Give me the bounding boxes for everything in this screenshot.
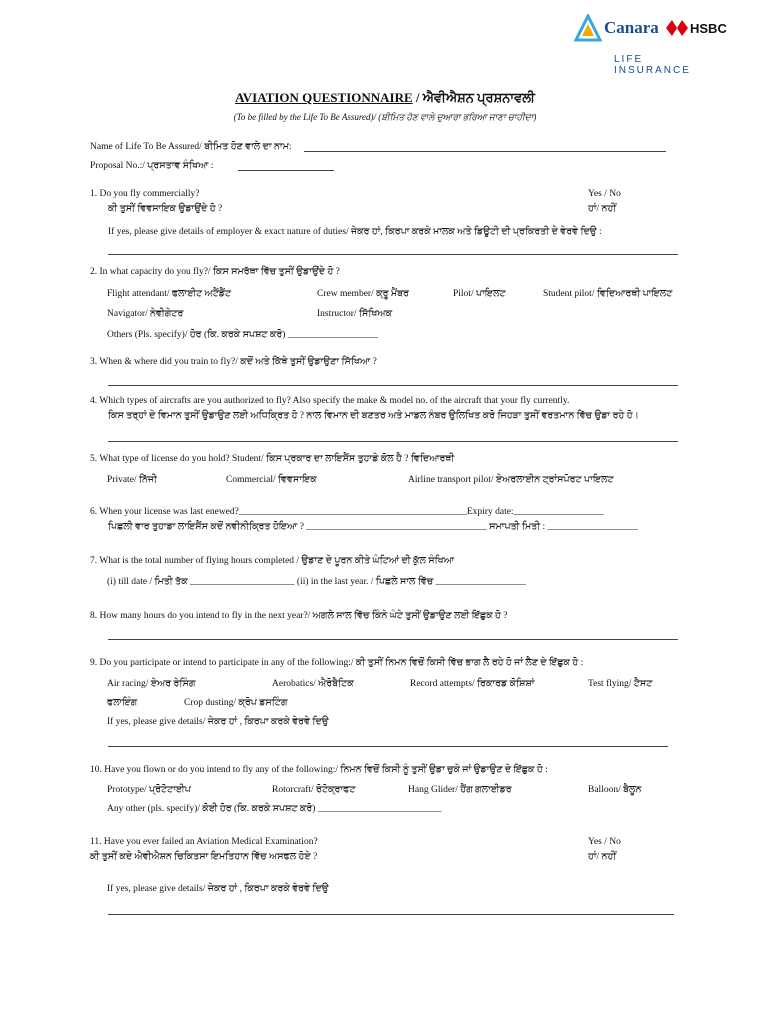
q1-yes-no-pa[interactable]: ਹਾਂ/ ਨਹੀਂ <box>588 204 617 214</box>
q4-answer-field[interactable] <box>108 441 678 442</box>
q2-option-student-pilot[interactable]: Student pilot/ ਵਿਦਿਆਰਥੀ ਪਾਇਲਟ <box>543 289 673 299</box>
q11-text-pa: ਕੀ ਤੁਸੀਂ ਕਦੇ ਐਵੀਐਸ਼ਨ ਚਿਕਿਤਸਾ ਇਮਤਿਹਾਨ ਵਿੱਚ ਅਸਫਲ ਹੋਏ ? <box>90 852 318 862</box>
q10-option-hang-glider[interactable]: Hang Glider/ ਹੈਂਗ ਗਲਾਈਡਰ <box>408 785 512 795</box>
q9-option-crop-dusting[interactable]: Crop dusting/ ਕ੍ਰੋਪ ਡਸਟਿੰਗ <box>184 698 288 708</box>
q2-option-pilot[interactable]: Pilot/ ਪਾਇਲਟ <box>453 289 506 299</box>
q2-others[interactable]: Others (Pls. specify)/ ਹੋਰ (ਕਿ. ਕਰਕੇ ਸਪਸ਼ਟ ਕਰੋ) ___________________ <box>107 330 379 340</box>
q10-option-balloon[interactable]: Balloon/ ਬੈਲੂਨ <box>588 785 642 795</box>
hsbc-hexagon-icon <box>666 20 688 36</box>
proposal-label: Proposal No.:/ ਪ੍ਰਸਤਾਵ ਸੰਖਿਆ : <box>90 161 214 171</box>
q7-text: 7. What is the total number of flying hours completed / ਉਡਾਣ ਦੇ ਪੂਰਨ ਕੀਤੇ ਘੰਟਿਆਂ ਦੀ ਕੁੱਲ ਸੰਖਿਆ <box>90 556 455 566</box>
q11-text-en: 11. Have you ever failed an Aviation Medical Examination? <box>90 837 318 847</box>
q7-subfields[interactable]: (i) till date / ਮਿਤੀ ਤੱਕ ______________________ (ii) in the last year. / ਪਿਛਲੇ ਸਾਲ ਵਿੱਚ ___________________ <box>107 577 526 587</box>
q10-others[interactable]: Any other (pls. specify)/ ਕੋਈ ਹੋਰ (ਕਿ. ਕਰਕੇ ਸਪਸ਼ਟ ਕਰੋ) __________________________ <box>107 804 442 814</box>
q11-yes-no[interactable]: Yes / No <box>588 837 621 847</box>
q6-text-pa[interactable]: ਪਿਛਲੀ ਵਾਰ ਤੁਹਾਡਾ ਲਾਇਸੈਂਸ ਕਦੋਂ ਨਵੀਨੀਕ੍ਰਿਤ ਹੋਇਆ ? ______________________________________ ਸਮਾਪਤੀ ਮਿਤੀ : ___________________ <box>108 522 638 532</box>
logo-hsbc-text: HSBC <box>690 21 727 36</box>
q10-option-prototype[interactable]: Prototype/ ਪ੍ਰੋਟੋਟਾਈਪ <box>107 785 191 795</box>
q5-option-commercial[interactable]: Commercial/ ਵਿਵਸਾਇਕ <box>226 475 317 485</box>
q5-option-private[interactable]: Private/ ਨਿੱਜੀ <box>107 475 157 485</box>
q11-yes-no-pa[interactable]: ਹਾਂ/ ਨਹੀਂ <box>588 852 617 862</box>
q2-option-crew-member[interactable]: Crew member/ ਕ੍ਰੂ ਮੈਂਬਰ <box>317 289 409 299</box>
q5-text: 5. What type of license do you hold? Student/ ਕਿਸ ਪ੍ਰਕਾਰ ਦਾ ਲਾਇਸੈਂਸ ਤੁਹਾਡੇ ਕੋਲ ਹੈ ? ਵਿਦਿਆਰਥੀ <box>90 454 455 464</box>
q11-details-field[interactable] <box>108 914 674 915</box>
q9-text: 9. Do you participate or intend to participate in any of the following:/ ਕੀ ਤੁਸੀਂ ਨਿਮਨ ਵਿਚੋਂ ਕਿਸੀ ਵਿੱਚ ਭਾਗ ਲੈ ਰਹੇ ਹੋ ਜਾਂ ਲੈਣ ਦੇ ਇੱਛੁਕ ਹੋ : <box>90 658 584 668</box>
q1-yes-no[interactable]: Yes / No <box>588 189 621 199</box>
q8-answer-field[interactable] <box>108 639 678 640</box>
q3-answer-field[interactable] <box>108 385 678 386</box>
canara-triangle-icon <box>574 14 602 44</box>
canara-hsbc-logo <box>570 12 727 76</box>
q2-option-instructor[interactable]: Instructor/ ਸਿੱਖਿਅਕ <box>317 309 393 319</box>
name-label: Name of Life To Be Assured/ ਬੀਮਿਤ ਹੋਣ ਵਾਲੇ ਦਾ ਨਾਮ: <box>90 142 292 152</box>
q2-text: 2. In what capacity do you fly?/ ਕਿਸ ਸਮਰੱਥਾ ਵਿੱਚ ਤੁਸੀਂ ਉਡਾਉਂਦੇ ਹੋ ? <box>90 267 340 277</box>
q9-option-test-flying[interactable]: Test flying/ ਟੈਸਟ <box>588 679 653 689</box>
q3-text: 3. When & where did you train to fly?/ ਕਦੋਂ ਅਤੇ ਕਿੱਥੇ ਤੁਸੀਂ ਉਡਾਉਣਾ ਸਿੱਖਿਆ ? <box>90 357 377 367</box>
q11-details-label: If yes, please give details/ ਜੇਕਰ ਹਾਂ , ਕਿਰਪਾ ਕਰਕੇ ਵੇਰਵੇ ਦਿਉ <box>107 884 329 894</box>
q1-text-pa: ਕੀ ਤੁਸੀਂ ਵਿਵਸਾਇਕ ਉਡਾਉਂਦੇ ਹੋ ? <box>108 204 223 214</box>
form-subtitle: (To be filled by the Life To Be Assured)/ (ਬੀਮਿਤ ਹੋਣ ਵਾਲੇ ਦੁਆਰਾ ਭਰਿਆ ਜਾਣਾ ਚਾਹੀਦਾ) <box>233 112 537 122</box>
form-title-en: AVIATION QUESTIONNAIRE <box>235 90 413 105</box>
q1-details-field[interactable] <box>108 254 678 255</box>
proposal-field[interactable] <box>238 170 334 171</box>
q9-option-aerobatics[interactable]: Aerobatics/ ਐਰੋਬੈਟਿਕ <box>272 679 354 689</box>
q9-option-test-flying-cont[interactable]: ਫਲਾਇੰਗ <box>107 698 138 708</box>
logo-tagline: LIFE INSURANCE <box>614 54 691 76</box>
q2-option-navigator[interactable]: Navigator/ ਨੇਵੀਗੇਟਰ <box>107 309 184 319</box>
q9-option-air-racing[interactable]: Air racing/ ਏਅਰ ਰੇਸਿੰਗ <box>107 679 196 689</box>
q8-text: 8. How many hours do you intend to fly in the next year?/ ਅਗਲੇ ਸਾਲ ਵਿੱਚ ਕਿੰਨੇ ਘੰਟੇ ਤੁਸੀਂ ਉਡਾਉਣ ਲਈ ਇੱਛੁਕ ਹੋ ? <box>90 611 508 621</box>
q9-details-field[interactable] <box>108 746 668 747</box>
logo-canara-text: Canara <box>604 18 659 37</box>
q2-option-flight-attendant[interactable]: Flight attendant/ ਫਲਾਈਟ ਅਟੈਂਡੈਂਟ <box>107 289 232 299</box>
q4-text-en: 4. Which types of aircrafts are you authorized to fly? Also specify the make & model no. of the aircraft that your fly currently. <box>90 396 570 406</box>
name-field[interactable] <box>304 151 666 152</box>
q10-text: 10. Have you flown or do you intend to fly any of the following:/ ਨਿਮਨ ਵਿਚੋਂ ਕਿਸੀ ਨੂੰ ਤੁਸੀਂ ਉਡਾ ਚੁਕੇ ਜਾਂ ਉਡਾਉਣ ਦੇ ਇੱਛੁਕ ਹੋ : <box>90 765 548 775</box>
q5-option-airline-transport[interactable]: Airline transport pilot/ ਏਅਰਲਾਈਨ ਟ੍ਰਾਂਸਪੋਰਟ ਪਾਇਲਟ <box>408 475 614 485</box>
form-title-pa: / ਐਵੀਐਸ਼ਨ ਪ੍ਰਸ਼ਨਾਵਲੀ <box>412 90 535 105</box>
q1-text-en: 1. Do you fly commercially? <box>90 189 200 199</box>
q6-text-en[interactable]: 6. When your license was last enewed?________________________________________________Expiry date:___________________ <box>90 507 604 517</box>
q10-option-rotorcraft[interactable]: Rotorcraft/ ਰੋਟੋਕ੍ਰਾਫਟ <box>272 785 356 795</box>
q9-option-record-attempts[interactable]: Record attempts/ ਰਿਕਾਰਡ ਕੋਸ਼ਿਸ਼ਾਂ <box>410 679 535 689</box>
q9-details-label: If yes, please give details/ ਜੇਕਰ ਹਾਂ , ਕਿਰਪਾ ਕਰਕੇ ਵੇਰਵੇ ਦਿਉ <box>107 717 329 727</box>
q4-text-pa: ਕਿਸ ਤਰ੍ਹਾਂ ਦੇ ਵਿਮਾਨ ਤੁਸੀਂ ਉਡਾਉਣ ਲਈ ਅਧਿਕ੍ਰਿਤ ਹੋ ? ਨਾਲ ਵਿਮਾਨ ਦੀ ਬਣਤਰ ਅਤੇ ਮਾਡਲ ਨੰਬਰ ਉਲਿਖਿਤ ਕਰੋ ਜਿਹੜਾ ਤੁਸੀਂ ਵਰਤਮਾਨ ਵਿੱਚ ਉਡਾ ਰਹੇ ਹੋ। <box>108 411 639 421</box>
form-title <box>0 90 770 106</box>
q1-details-label: If yes, please give details of employer & exact nature of duties/ ਜੇਕਰ ਹਾਂ, ਕਿਰਪਾ ਕਰਕੇ ਮਾਲਕ ਅਤੇ ਡਿਊਟੀ ਦੀ ਪ੍ਰਕਿਰਤੀ ਦੇ ਵੇਰਵੇ ਦਿਉ : <box>108 227 602 237</box>
